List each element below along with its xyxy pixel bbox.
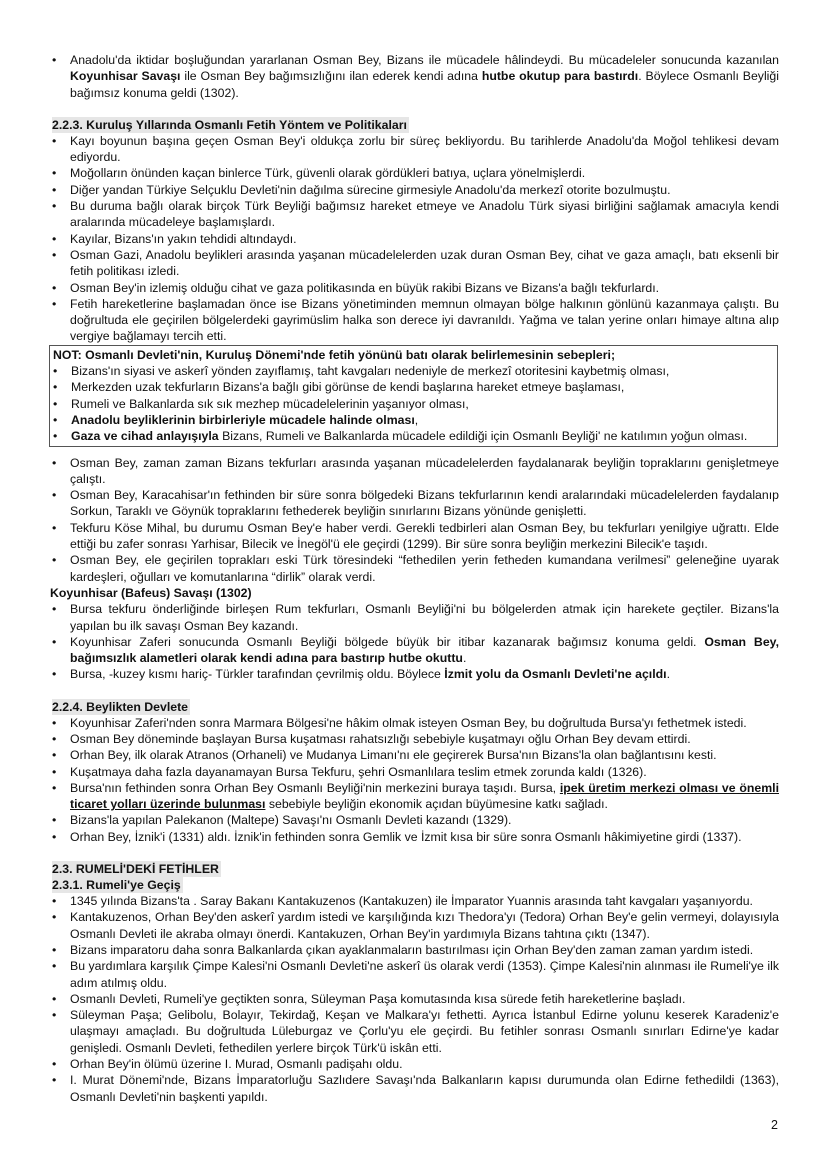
section-2-2-3-list: [52, 133, 779, 345]
list-item: • Kayı boyunun başına geçen Osman Bey'i oldukça zorlu bir süreç bekliyordu. Bu tarihlerde Anadolu'da Moğol tehlikesi devam ediyordu.: [52, 133, 779, 166]
list-item: • Anadolu'da iktidar boşluğundan yararlanan Osman Bey, Bizans ile mücadele hâlindeydi. Bu mücadeleler sonucunda kazanılan Koyunhisar Savaşı ile Osman Bey bağımsızlığını ilan ederek kendi adına hutbe okutup para bastırdı. Böylece Osmanlı Beyliği bağımsız konuma geldi (1302).: [52, 52, 779, 101]
list-item: • Bursa, -kuzey kısmı hariç- Türkler tarafından çevrilmiş oldu. Böylece İzmit yolu da Osmanlı Devleti'ne açıldı.: [52, 666, 779, 682]
note-title: NOT: Osmanlı Devleti'nin, Kuruluş Dönemi'nde fetih yönünü batı olarak belirlemesinin sebepleri;: [53, 347, 616, 362]
section-heading-2-2-3: 2.2.3. Kuruluş Yıllarında Osmanlı Fetih Yöntem ve Politikaları: [52, 117, 407, 132]
list-item: • Koyunhisar Zaferi'nden sonra Marmara Bölgesi'ne hâkim olmak isteyen Osman Bey, bu doğrultuda Bursa'yı fethetmek istedi.: [52, 715, 779, 731]
koyunhisar-heading: Koyunhisar (Bafeus) Savaşı (1302): [50, 585, 252, 600]
list-item: • Merkezden uzak tekfurların Bizans'a bağlı gibi görünse de kendi başlarına hareket etmeye başlaması,: [53, 379, 774, 395]
note-box: [49, 345, 778, 447]
list-item: • Bizans'la yapılan Palekanon (Maltepe) Savaşı'nı Osmanlı Devleti kazandı (1329).: [52, 812, 779, 828]
page-number: 2: [771, 1118, 778, 1132]
list-item: • Anadolu beyliklerinin birbirleriyle mücadele halinde olması,: [53, 412, 774, 428]
list-item: • Osman Bey'in izlemiş olduğu cihat ve gaza politikasında en büyük rakibi Bizans ve Bizans'a bağlı tekfurlardı.: [52, 280, 779, 296]
note-list: [53, 363, 774, 444]
list-item: • Osman Bey, zaman zaman Bizans tekfurları arasında yaşanan mücadelelerden faydalanarak beyliğin topraklarını genişletmeye çalıştı.: [52, 455, 779, 488]
list-item: • Osman Gazi, Anadolu beylikleri arasında yaşanan mücadelelerden uzak duran Osman Bey, cihat ve gaza amaçlı, batı eksenli bir fetih politikası izledi.: [52, 247, 779, 280]
document-page: [52, 52, 779, 1105]
section-2-3-1-list: [52, 893, 779, 1105]
list-item: • Orhan Bey, İznik'i (1331) aldı. İznik'in fethinden sonra Gemlik ve İzmit kısa bir süre sonra Osmanlı hâkimiyetine girdi (1337).: [52, 829, 779, 845]
list-item: • Osman Bey döneminde başlayan Bursa kuşatması rahatsızlığı sebebiyle kuşatmayı oğlu Orhan Bey devam ettirdi.: [52, 731, 779, 747]
list-item: • Orhan Bey, ilk olarak Atranos (Orhaneli) ve Mudanya Limanı'nı ele geçirerek Bursa'nın Bizans'la olan bağlantısını kesti.: [52, 747, 779, 763]
list-item: • Kuşatmaya daha fazla dayanamayan Bursa Tekfuru, şehri Osmanlılara teslim etmek zorunda kaldı (1326).: [52, 764, 779, 780]
list-item: • Tekfuru Köse Mihal, bu durumu Osman Bey'e haber verdi. Gerekli tedbirleri alan Osman Bey, bu tekfurları yenilgiye uğrattı. Elde ettiği bu zafer sonrası Yarhisar, Bilecik ve İnegöl'ü ele geçirdi (1299). Bir süre sonra beyliğin merkezini Bilecik'e taşıdı.: [52, 520, 779, 553]
section-heading-2-3: 2.3. RUMELİ'DEKİ FETİHLER: [52, 862, 219, 877]
koyunhisar-list: [52, 601, 779, 682]
list-item: • Gaza ve cihad anlayışıyla Bizans, Rumeli ve Balkanlarda mücadele edildiği için Osmanlı Beyliği' ne katılımın yoğun olması.: [53, 428, 774, 444]
list-item: • Osmanlı Devleti, Rumeli'ye geçtikten sonra, Süleyman Paşa komutasında kısa sürede fetih hareketlerine başladı.: [52, 991, 779, 1007]
list-item: • Osman Bey, ele geçirilen toprakları eski Türk töresindeki “fethedilen yerin fetheden kumandana verilmesi” geleneğine uyarak kardeşleri, oğulları ve komutanlarına “dirlik” olarak verdi.: [52, 552, 779, 585]
list-item: • Kayılar, Bizans'ın yakın tehdidi altındaydı.: [52, 231, 779, 247]
list-item: • Bizans imparatoru daha sonra Balkanlarda çıkan ayaklanmaların bastırılması için Orhan Bey'den zaman zaman yardım istedi.: [52, 942, 779, 958]
section-2-2-4-list: [52, 715, 779, 845]
list-item: • Orhan Bey'in ölümü üzerine I. Murad, Osmanlı padişahı oldu.: [52, 1056, 779, 1072]
list-item: • Rumeli ve Balkanlarda sık sık mezhep mücadelelerinin yaşanıyor olması,: [53, 396, 774, 412]
list-item: • Bizans'ın siyasi ve askerî yönden zayıflamış, taht kavgaları nedeniyle de merkezî otoritesini kaybetmiş olması,: [53, 363, 774, 379]
after-note-list: [52, 455, 779, 585]
list-item: • I. Murat Dönemi'nde, Bizans İmparatorluğu Sazlıdere Savaşı'nda Balkanların kapısı durumunda olan Edirne fethedildi (1363), Osmanlı Devleti'nin başkenti yapıldı.: [52, 1072, 779, 1105]
list-item: • Moğolların önünden kaçan binlerce Türk, güvenli olarak gördükleri batıya, uçlara yönelmişlerdi.: [52, 165, 779, 181]
list-item: • Kantakuzenos, Orhan Bey'den askerî yardım istedi ve karşılığında kızı Thedora'yı (Tedora) Orhan Bey'e gelin vermeyi, dolayısıyla Osmanlı Devleti ile akraba olmayı önerdi. Kantakuzen, Orhan Bey'in yardımıyla Bizans tahtına çıktı (1347).: [52, 909, 779, 942]
list-item: • 1345 yılında Bizans'ta . Saray Bakanı Kantakuzenos (Kantakuzen) ile İmparator Yuannis arasında taht kavgaları yaşanıyordu.: [52, 893, 779, 909]
section-heading-2-3-1: 2.3.1. Rumeli'ye Geçiş: [52, 878, 181, 893]
list-item: • Osman Bey, Karacahisar'ın fethinden bir süre sonra bölgedeki Bizans tekfurlarının kendi aralarındaki mücadelelerden faydalanıp Sorkun, Taraklı ve Göynük topraklarını fethederek beyliğin sınırlarını Bizans yönünde genişletti.: [52, 487, 779, 520]
intro-list: [52, 52, 779, 101]
list-item: • Koyunhisar Zaferi sonucunda Osmanlı Beyliği bölgede büyük bir itibar kazanarak bağımsız konuma geldi. Osman Bey, bağımsızlık alametleri olarak kendi adına para bastırıp hutbe okuttu.: [52, 634, 779, 667]
list-item: • Süleyman Paşa; Gelibolu, Bolayır, Tekirdağ, Keşan ve Malkara'yı fethetti. Ayrıca İstanbul Edirne yolunu keserek Karadeniz'e ulaşmayı amaçladı. Bu doğrultuda Lüleburgaz ve Çorlu'yu ele geçirdi. Bu fetihler sonrası Osmanlı sınırları Edirne'ye kadar genişledi. Osmanlı Devleti, fethedilen yerlere birçok Türk'ü iskân etti.: [52, 1007, 779, 1056]
list-item: • Bursa tekfuru önderliğinde birleşen Rum tekfurları, Osmanlı Beyliği'ni bu bölgelerden atmak için harekete geçtiler. Bizans'la yapılan bu ilk savaşı Osman Bey kazandı.: [52, 601, 779, 634]
list-item: • Bu yardımlara karşılık Çimpe Kalesi'ni Osmanlı Devleti'ne askerî üs olarak verdi (1353). Çimpe Kalesi'nin alınması ile Rumeli'ye ilk adım atılmış oldu.: [52, 958, 779, 991]
list-item: • Bursa'nın fethinden sonra Orhan Bey Osmanlı Beyliği'nin merkezini buraya taşıdı. Bursa, ipek üretim merkezi olması ve önemli ticaret yolları üzerinde bulunması sebebiyle beyliğin ekonomik açıdan büyümesine katkı sağladı.: [52, 780, 779, 813]
list-item: • Fetih hareketlerine başlamadan önce ise Bizans yönetiminden memnun olmayan bölge halkının gönlünü kazanmaya çalıştı. Bu doğrultuda ele geçirilen bölgelerdeki gayrimüslim halka son derece iyi davranıldı. Yağma ve talan yerine onları himaye altına alıp vergiye bağlamayı tercih etti.: [52, 296, 779, 345]
section-heading-2-2-4: 2.2.4. Beylikten Devlete: [52, 699, 189, 714]
list-item: • Bu duruma bağlı olarak birçok Türk Beyliği bağımsız hareket etmeye ve Anadolu Türk siyasi birliğini sağlamak amacıyla kendi aralarında mücadeleye başlamışlardı.: [52, 198, 779, 231]
list-item: • Diğer yandan Türkiye Selçuklu Devleti'nin dağılma sürecine girmesiyle Anadolu'da merkezî otorite bozulmuştu.: [52, 182, 779, 198]
